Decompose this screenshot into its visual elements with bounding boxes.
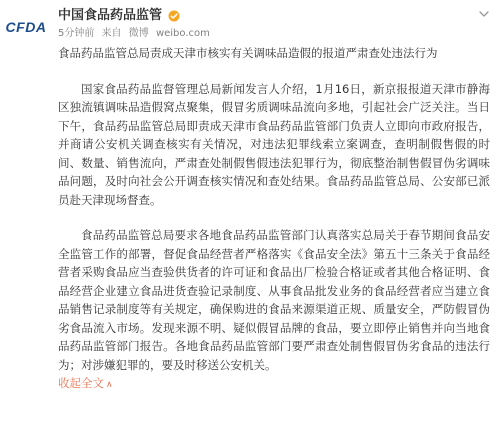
post-paragraph-1: 国家食品药品监督管理总局新闻发言人介绍，1月16日，新京报报道天津市静海区独流镇调味品造假窝点聚集，假冒劣质调味品流向多地，引起社会广泛关注。当日下午，食品药品监管总局即责成天津市食品药品监管部门负责人立即向市政府报告，并商请公安机关调查核实有关情况，对违法犯罪线索立案调查，查明制假售假的时间、数量、销售流向，严肃查处制假售假违法犯罪行为，彻底整治制售假冒伪劣调味品问题，及时向社会公开调查核实情况和查处结果。食品药品监管总局、公安部已派员赴天津现场督查。 [58, 81, 490, 207]
verified-badge-icon[interactable] [168, 10, 180, 22]
chevron-up-icon: ∧ [106, 380, 113, 390]
collapse-label: 收起全文 [58, 376, 104, 390]
cfda-logo-text: CFDA [5, 19, 47, 35]
post-headline: 食品药品监管总局责成天津市核实有关调味品造假的报道严肃查处违法行为 [58, 46, 438, 60]
client-name[interactable]: 微博 [128, 28, 149, 39]
post-header [58, 6, 488, 41]
collapse-full-text-link[interactable] [58, 376, 113, 390]
account-name[interactable]: 中国食品药品监管 [58, 8, 163, 23]
collapse-row [58, 374, 490, 395]
post-paragraph-2 [58, 226, 490, 374]
avatar[interactable] [2, 12, 50, 42]
chevron-down-icon[interactable] [478, 8, 490, 20]
from-label: 来自 [101, 28, 122, 39]
post-paragraph-2-text: 食品药品监管总局要求各地食品药品监管部门认真落实总局关于春节期间食品安全监管工作的部署，督促食品经营者严格落实《食品安全法》第五十三条关于食品经营者采购食品应当查验供货者的许可证和食品出厂检验合格证或者其他合格证明、食品经营企业建立食品进货查验记录制度、从事食品批发业务的食品经营者应当建立食品销售记录制度等有关规定，确保购进的食品来源渠道正规、质量安全，严防假冒伪劣食品流入市场。发现来源不明、疑似假冒品牌的食品，要立即停止销售并向当地食品药品监管部门报告。各地食品药品监管部门要严肃查处制售假冒伪劣食品的违法行为；对涉嫌犯罪的，要及时移送公安机关。 [58, 228, 490, 372]
post-meta [58, 27, 488, 41]
post-time[interactable]: 5分钟前 [58, 28, 95, 39]
name-row [58, 6, 488, 26]
source-link[interactable]: weibo.com [155, 28, 210, 39]
post-content [58, 44, 490, 395]
